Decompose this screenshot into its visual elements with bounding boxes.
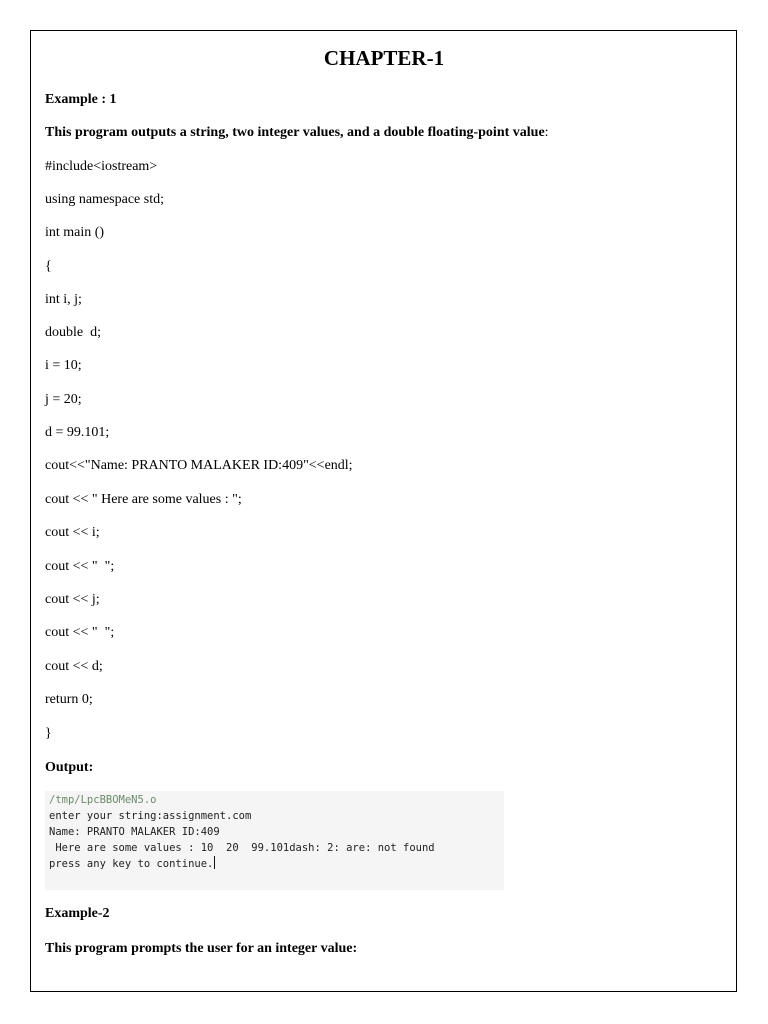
code-line: #include<iostream> (45, 159, 158, 174)
code-line: cout << " "; (45, 559, 115, 574)
code-line: d = 99.101; (45, 425, 110, 440)
code-line: double d; (45, 325, 101, 340)
example-1-description-colon: : (544, 125, 549, 140)
example-2-heading: Example-2 (45, 906, 110, 921)
console-prompt-line (49, 856, 500, 872)
text-cursor (214, 856, 215, 869)
code-line: cout << " "; (45, 625, 115, 640)
code-line: cout<<"Name: PRANTO MALAKER ID:409"<<endl; (45, 458, 353, 473)
code-line: return 0; (45, 692, 93, 707)
code-line: cout << " Here are some values : "; (45, 492, 242, 507)
example-1-description (45, 125, 549, 141)
code-line: int main () (45, 225, 105, 240)
console-path: /tmp/LpcBBOMeN5.o (49, 794, 157, 806)
console-line: Here are some values : 10 20 99.101dash: 2: are: not found (49, 842, 435, 854)
chapter-title: CHAPTER-1 (323, 46, 445, 70)
example-1-heading: Example : 1 (45, 92, 117, 107)
code-line: int i, j; (45, 292, 82, 307)
code-line: i = 10; (45, 358, 82, 373)
code-line: } (45, 726, 52, 741)
code-line: using namespace std; (45, 192, 164, 207)
code-line: { (45, 259, 52, 274)
console-output (45, 791, 504, 890)
example-1-description-text: This program outputs a string, two integer values, and a double floating-point value (45, 125, 545, 140)
code-line: cout << i; (45, 525, 100, 540)
example-2-description: This program prompts the user for an integer value: (45, 941, 358, 956)
console-line: press any key to continue. (49, 858, 214, 870)
console-line: Name: PRANTO MALAKER ID:409 (49, 826, 220, 838)
code-line: j = 20; (45, 392, 82, 407)
console-line: enter your string:assignment.com (49, 810, 252, 822)
code-line: cout << d; (45, 659, 103, 674)
output-heading: Output: (45, 760, 94, 775)
code-line: cout << j; (45, 592, 100, 607)
